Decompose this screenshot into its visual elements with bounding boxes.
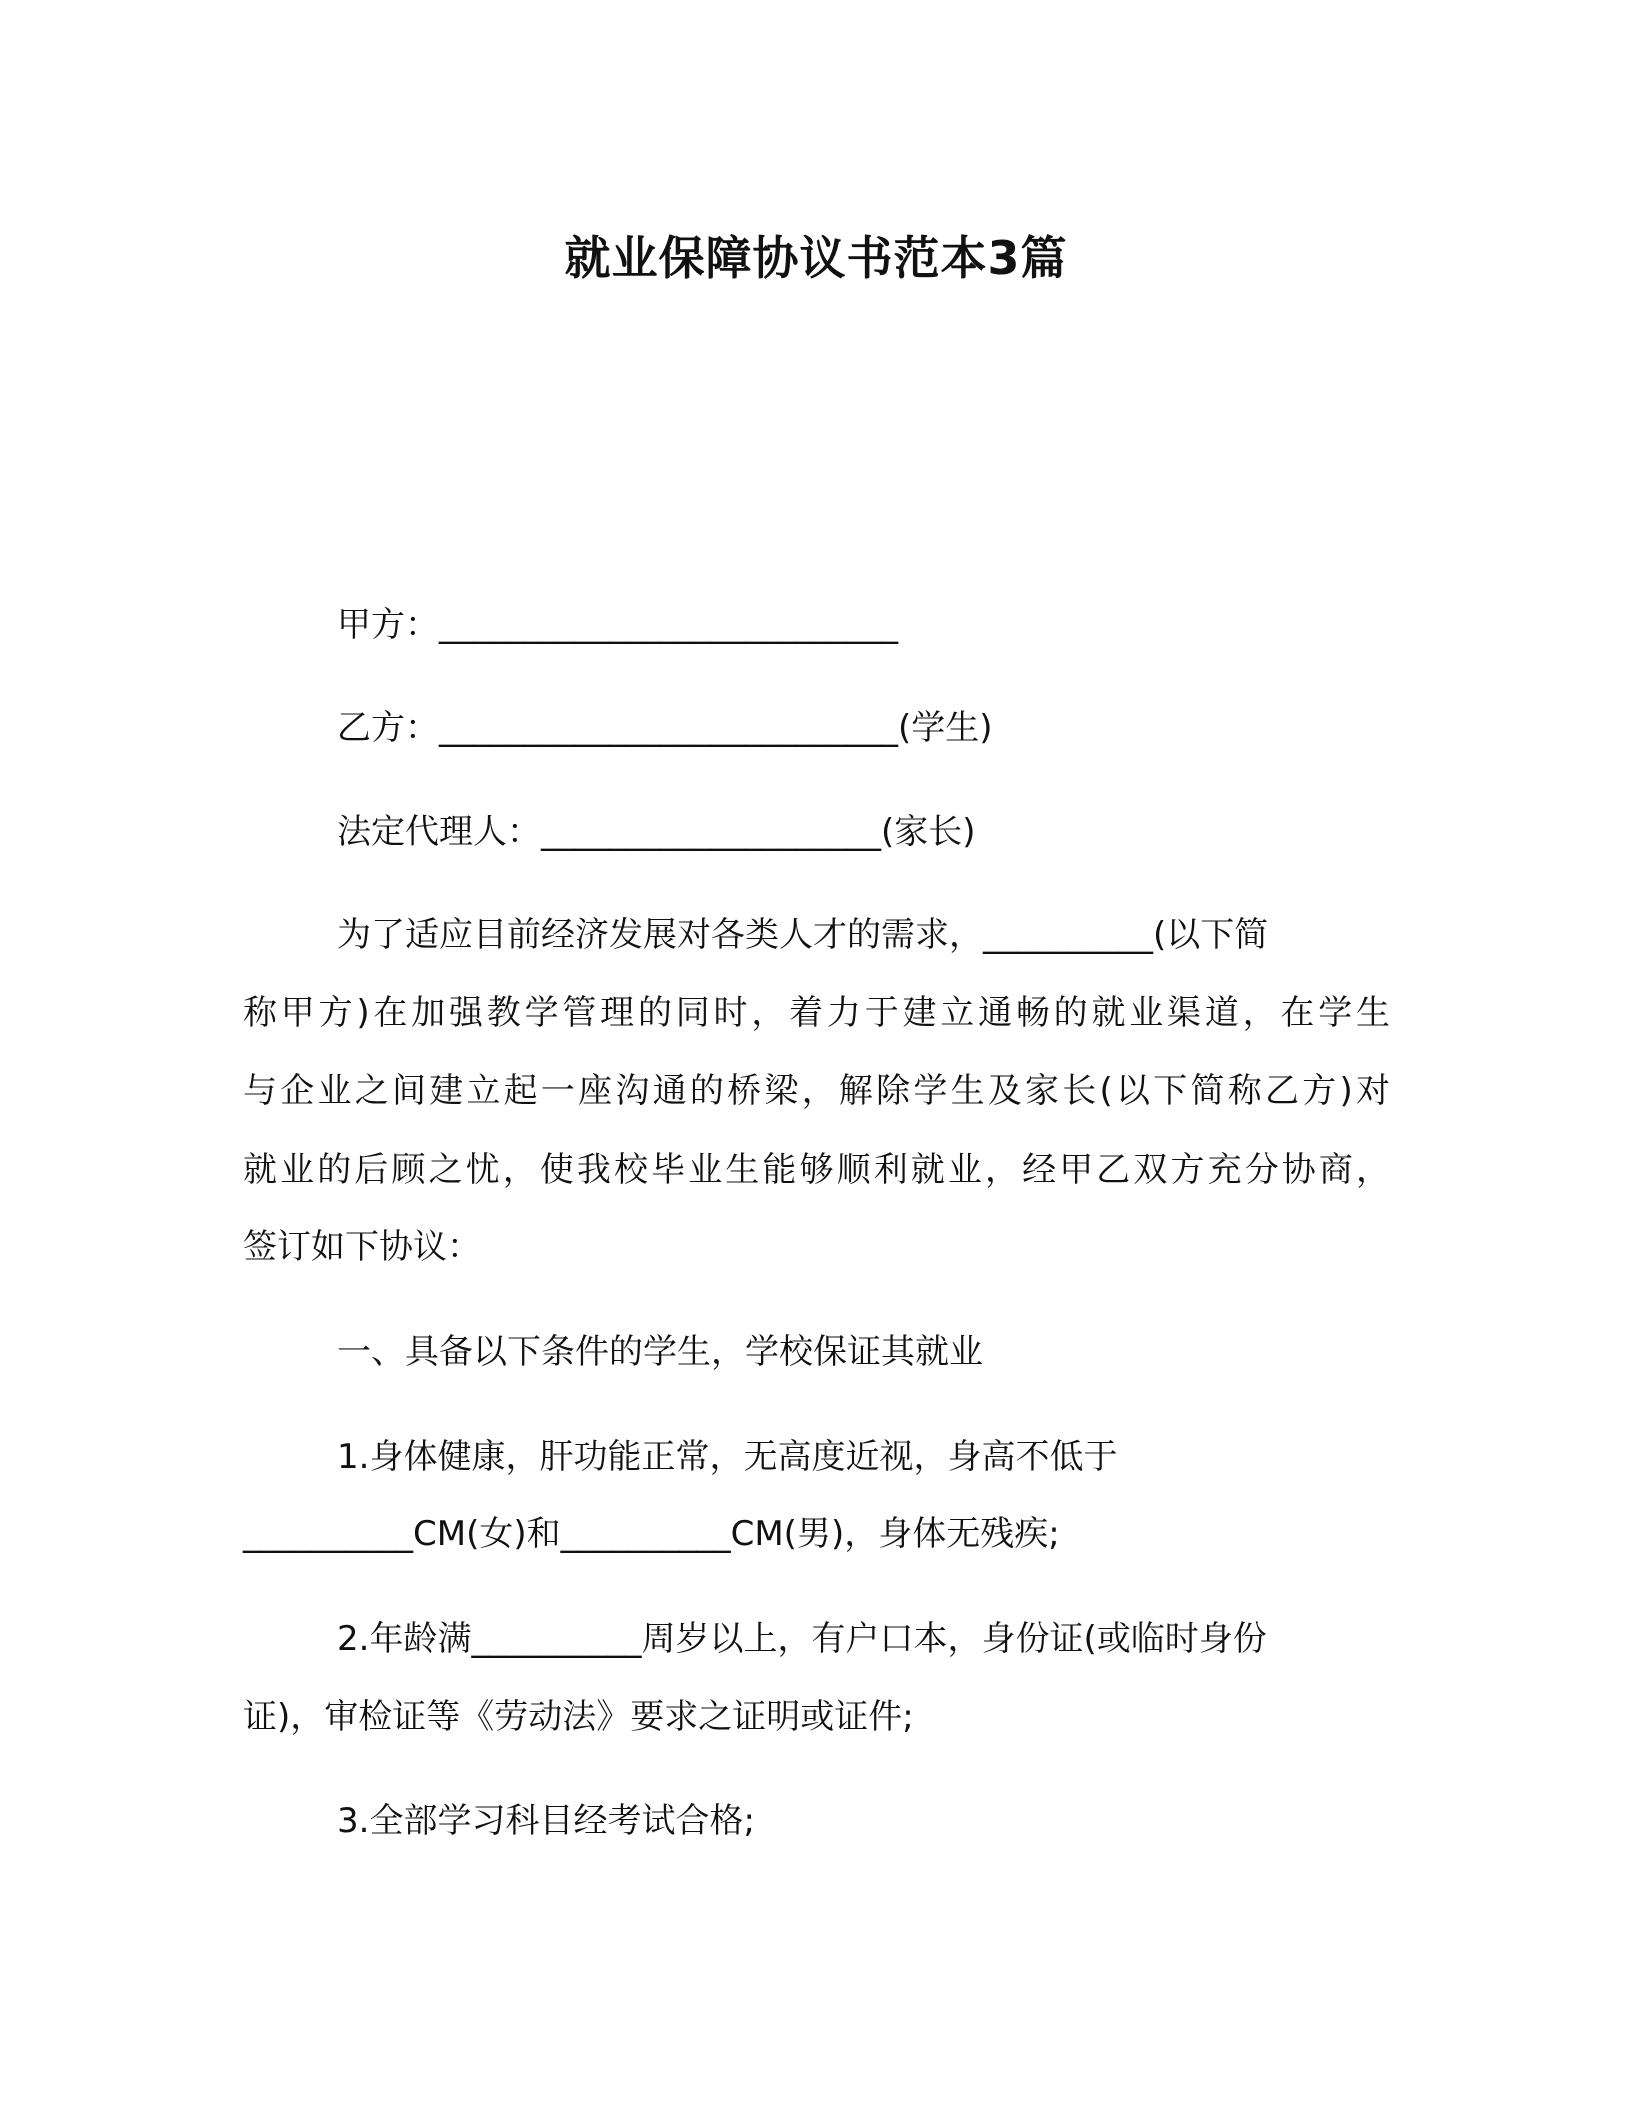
- item-2-line-1: 2.年龄满__________周岁以上，有户口本，身份证(或临时身份: [337, 1619, 1267, 1659]
- paragraph-line: 与企业之间建立起一座沟通的桥梁，解除学生及家长(以下简称乙方)对: [243, 1071, 1390, 1111]
- item-3: 3.全部学习科目经考试合格;: [337, 1801, 755, 1841]
- party-a-line: 甲方：___________________________: [337, 605, 898, 645]
- party-b-line: 乙方：___________________________(学生): [337, 708, 993, 748]
- document-title: 就业保障协议书范本3篇: [564, 231, 1068, 285]
- guardian-line: 法定代理人：____________________(家长): [337, 812, 976, 852]
- paragraph-line: 称甲方)在加强教学管理的同时，着力于建立通畅的就业渠道，在学生: [243, 993, 1390, 1033]
- paragraph-line: 签订如下协议：: [243, 1227, 481, 1267]
- paragraph-line: 为了适应目前经济发展对各类人才的需求，__________(以下简: [337, 915, 1269, 955]
- item-1-line-2: __________CM(女)和__________CM(男)，身体无残疾;: [243, 1514, 1060, 1554]
- section-heading: 一、具备以下条件的学生，学校保证其就业: [337, 1332, 983, 1372]
- item-1-line-1: 1.身体健康，肝功能正常，无高度近视，身高不低于: [337, 1437, 1118, 1477]
- paragraph-line: 就业的后顾之忧，使我校毕业生能够顺利就业，经甲乙双方充分协商，: [243, 1150, 1390, 1190]
- item-2-line-2: 证)，审检证等《劳动法》要求之证明或证件;: [243, 1697, 914, 1737]
